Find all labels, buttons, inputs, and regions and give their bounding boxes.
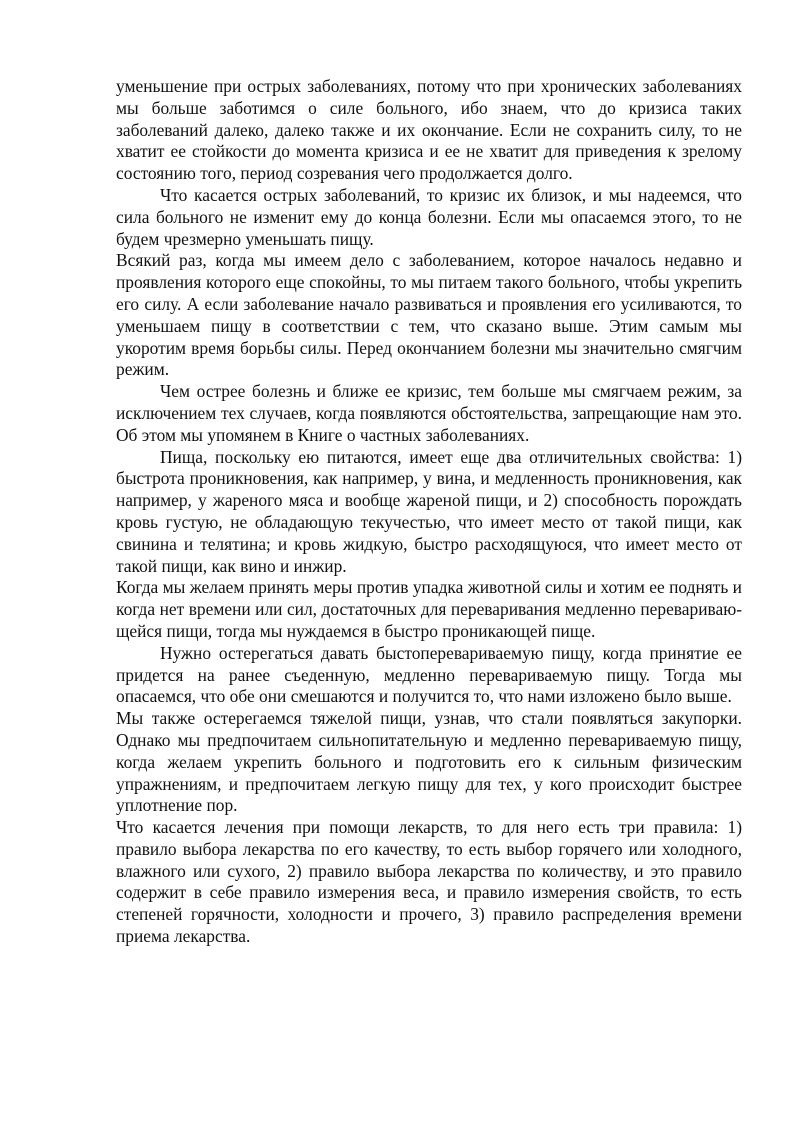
paragraph-5: Пища, поскольку ею питаются, имеет еще два отличительных свойства: 1) быстрота проникновения, как например, у вина, и медленность проникновения, как например, у жареного мяса и вообще жареной пищи, и 2) способность порождать кровь густую, не обладающую текучестью, что имеет место от такой пищи, как свинина и телятина; и кровь жидкую, быстро расходящуюся, что имеет место от такой пищи, как вино и инжир. <box>116 446 742 576</box>
paragraph-1: уменьшение при острых заболеваниях, потому что при хронических заболеваниях мы больше заботимся о силе больного, ибо знаем, что до кризиса таких заболеваний далеко, далеко также и их окончание. Если не сохранить силу, то не хватит ее стойкости до момента кризиса и ее не хватит для приведения к зрелому состоянию того, период созревания чего продолжается долго. <box>116 76 742 184</box>
paragraph-9: Что касается лечения при помощи лекарств, то для него есть три правила: 1) правило выбора лекарства по его качеству, то есть выбор горячего или холодного, влажного или сухого, 2) правило выбора лекарства по количеству, и это правило содержит в себе правило измерения веса, и правило измерения свойств, то есть степеней горячности, холодности и прочего, 3) правило распределения времени приема лекарства. <box>116 817 742 947</box>
paragraph-2: Что касается острых заболеваний, то кризис их близок, и мы надеемся, что сила больного не изменит ему до конца болезни. Если мы опасаемся этого, то не будем чрезмерно уменьшать пищу. <box>116 184 742 249</box>
paragraph-6: Когда мы желаем принять меры против упадка животной силы и хотим ее поднять и когда нет времени или сил, достаточных для переваривания медленно переваривающейся пищи, тогда мы нуждаемся в быстро проникающей пище. <box>116 577 742 641</box>
paragraph-4: Чем острее болезнь и ближе ее кризис, тем больше мы смягчаем режим, за исключением тех случаев, когда появляются обстоятельства, запрещающие нам это. Об этом мы упомянем в Книге о частных заболеваниях. <box>116 381 742 445</box>
body-text <box>116 76 742 948</box>
paragraph-8: Мы также остерегаемся тяжелой пищи, узнав, что стали появляться закупорки. Однако мы предпочитаем сильнопитательную и медленно перевариваемую пищу, когда желаем укрепить больного и подготовить его к сильным физическим упражнениям, и предпочитаем легкую пищу для тех, у кого происходит быстрее уплотнение пор. <box>116 708 742 816</box>
paragraph-7: Нужно остерегаться давать быстоперевариваемую пищу, когда принятие ее придется на ранее съеденную, медленно перевариваемую пищу. Тогда мы опасаемся, что обе они смешаются и получится то, что нами изложено было выше. <box>116 642 742 707</box>
paragraph-3: Всякий раз, когда мы имеем дело с заболеванием, которое началось недавно и проявления которого еще спокойны, то мы питаем такого больного, чтобы укрепить его силу. А если заболевание начало развиваться и проявления его усиливаются, то уменьшаем пищу в соответствии с тем, что сказано выше. Этим самым мы укоротим время борьбы силы. Перед окончанием болезни мы значительно смягчим режим. <box>116 250 742 380</box>
